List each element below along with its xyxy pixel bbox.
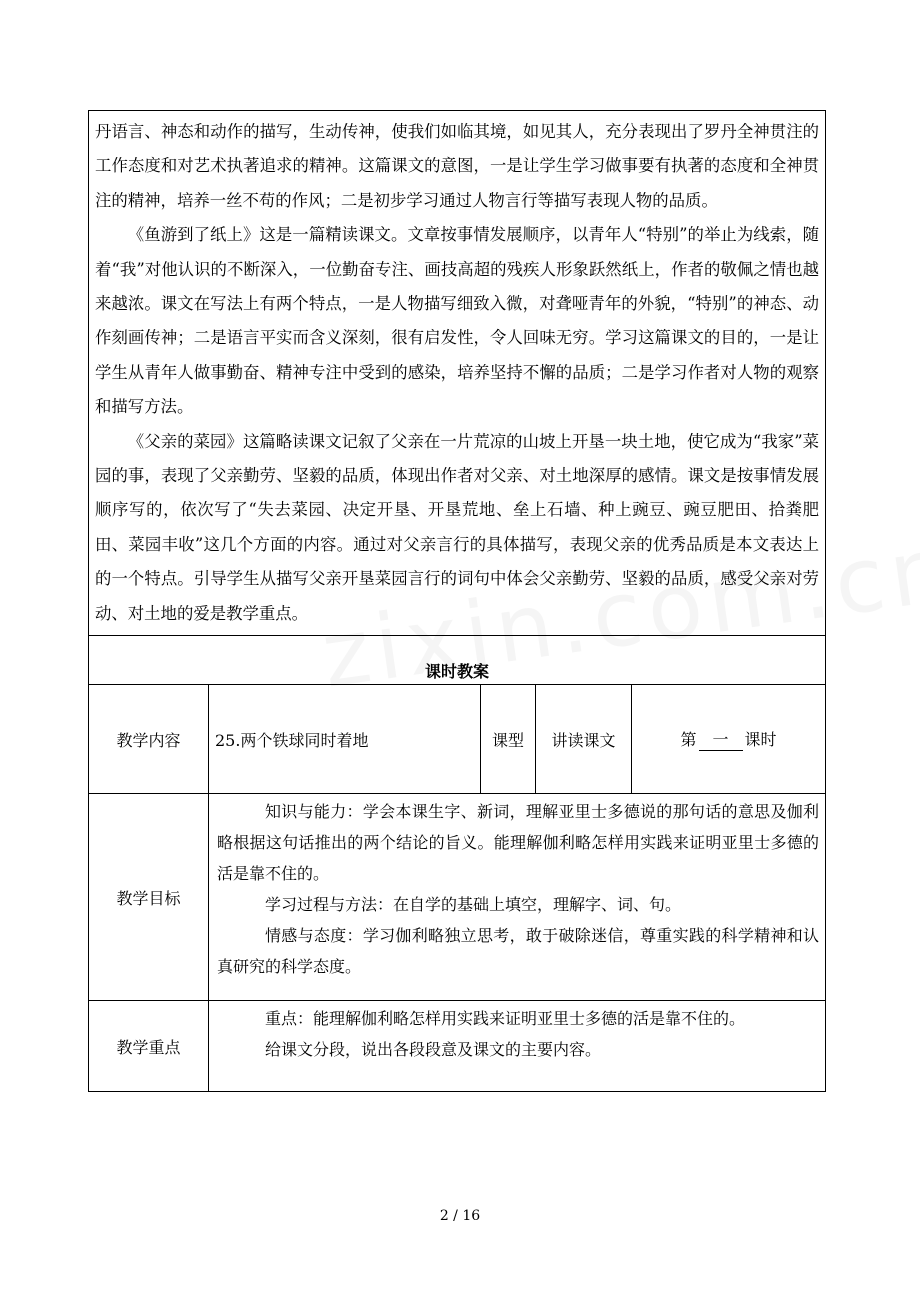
intro-paragraph-3: 《父亲的菜园》这篇略读课文记叙了父亲在一片荒凉的山坡上开垦一块土地，使它成为“我家”菜园的事，表现了父亲勤劳、坚毅的品质，体现出作者对父亲、对土地深厚的感情。课文是按事情发展顺序写的，依次写了“失去菜园、决定开垦、开垦荒地、垒上石墙、种上豌豆、豌豆肥田、拾粪肥田、菜园丰收”这几个方面的内容。通过对父亲言行的具体描写，表现父亲的优秀品质是本文表达上的一个特点。引导学生从描写父亲开垦菜园言行的词句中体会父亲勤劳、坚毅的品质，感受父亲对劳动、对土地的爱是教学重点。 — [95, 431, 820, 623]
goal-item: 情感与态度：学习伽利略独立思考，敢于破除迷信，尊重实践的科学精神和认真研究的科学态度。 — [217, 926, 820, 977]
content-label: 教学内容 — [89, 685, 209, 794]
goals-row — [89, 794, 826, 1001]
section-title: 课时教案 — [425, 662, 490, 682]
period-cell — [632, 685, 826, 794]
intro-row — [89, 111, 826, 636]
intro-cell — [89, 111, 826, 636]
type-value: 讲读课文 — [536, 685, 632, 794]
focus-row — [89, 1001, 826, 1092]
lesson-row — [89, 685, 826, 794]
period-prefix: 第 — [680, 730, 697, 750]
period-suffix: 课时 — [744, 730, 777, 750]
focus-cell — [209, 1001, 826, 1092]
period-value: 一 — [699, 727, 743, 751]
content-value: 25.两个铁球同时着地 — [209, 685, 481, 794]
focus-item: 给课文分段，说出各段段意及课文的主要内容。 — [265, 1040, 602, 1060]
goal-item: 学习过程与方法：在自学的基础上填空，理解字、词、句。 — [265, 895, 682, 915]
section-title-row — [89, 636, 826, 685]
focus-label: 教学重点 — [89, 1001, 209, 1092]
goals-label: 教学目标 — [89, 794, 209, 1001]
section-title-cell — [89, 636, 826, 685]
focus-item: 重点：能理解伽利略怎样用实践来证明亚里士多德的活是靠不住的。 — [265, 1009, 746, 1029]
intro-paragraph-1: 丹语言、神态和动作的描写，生动传神，使我们如临其境，如见其人，充分表现出了罗丹全神贯注的工作态度和对艺术执著追求的精神。这篇课文的意图，一是让学生学习做事要有执著的态度和全神贯注的精神，培养一丝不苟的作风；二是初步学习通过人物言行等描写表现人物的品质。 — [95, 122, 820, 210]
type-label: 课型 — [481, 685, 536, 794]
intro-paragraph-2: 《鱼游到了纸上》这是一篇精读课文。文章按事情发展顺序，以青年人“特别”的举止为线索，随着“我”对他认识的不断深入，一位勤奋专注、画技高超的残疾人形象跃然纸上，作者的敬佩之情也越来越浓。课文在写法上有两个特点，一是人物描写细致入微，对聋哑青年的外貌，“特别”的神态、动作刻画传神；二是语言平实而含义深刻，很有启发性，令人回味无穷。学习这篇课文的目的，一是让学生从青年人做事勤奋、精神专注中受到的感染，培养坚持不懈的品质；二是学习作者对人物的观察和描写方法。 — [95, 225, 820, 417]
page-number: 2 / 16 — [439, 1208, 481, 1224]
goal-item: 知识与能力：学会本课生字、新词，理解亚里士多德说的那句话的意思及伽利略根据这句话推出的两个结论的旨义。能理解伽利略怎样用实践来证明亚里士多德的活是靠不住的。 — [217, 802, 820, 884]
goals-cell — [209, 794, 826, 1001]
lesson-plan-table — [88, 110, 826, 1092]
